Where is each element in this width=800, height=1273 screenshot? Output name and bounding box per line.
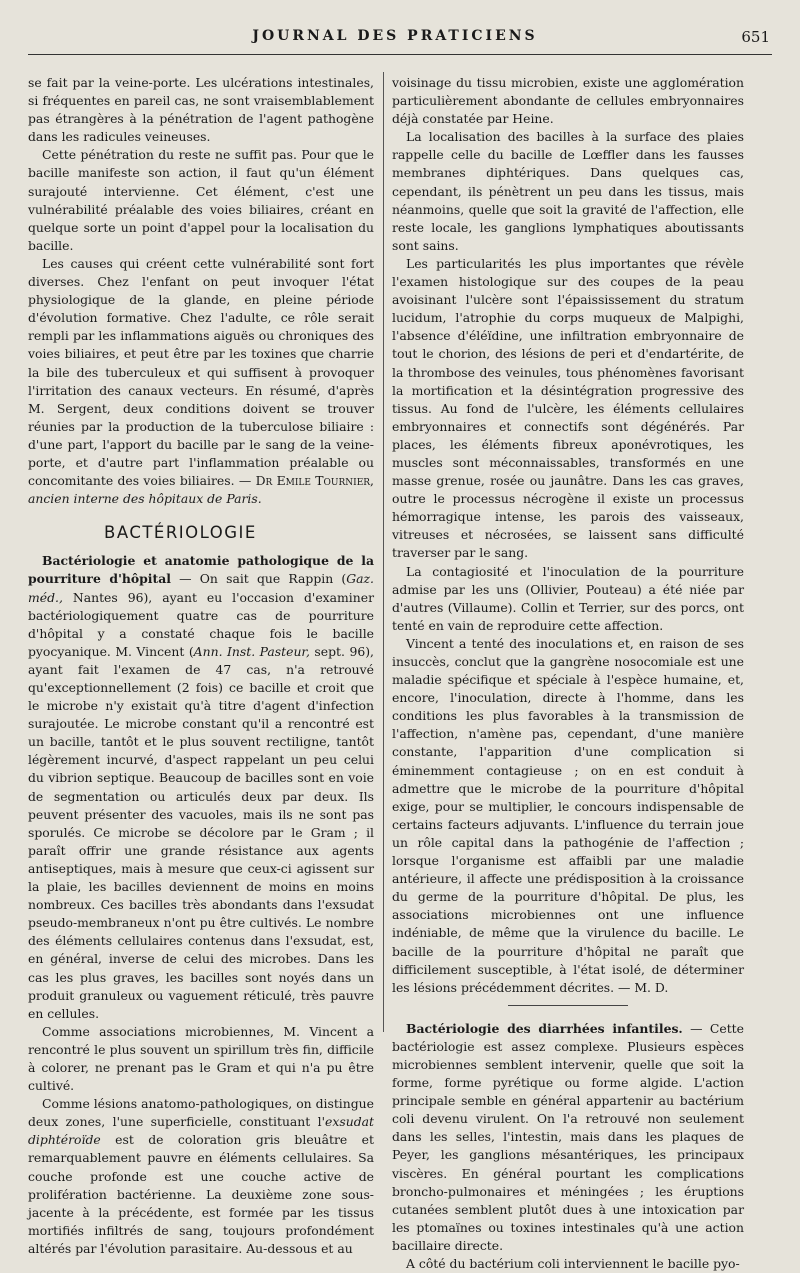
section-heading: BACTÉRIOLOGIE bbox=[104, 523, 257, 543]
paragraph: se fait par la veine-porte. Les ulcérations intestinales, si fréquentes en pareil cas, ne sont vraisemblablement pas étrangères à la pénétration de l'agent pathogène dans les radicules veineuses. bbox=[28, 75, 374, 145]
article-title: Bactériologie et anatomie pathologique de la pourriture d'hôpital bbox=[28, 553, 374, 587]
page-header bbox=[0, 0, 800, 56]
reference: Ann. Inst. Pasteur, bbox=[193, 643, 310, 659]
paragraph bbox=[392, 1020, 744, 1255]
paragraph: Les particularités les plus importantes que révèle l'examen histologique sur des coupes de la peau avoisinant l'ulcère sont l'épaississement du stratum lucidum, l'atrophie du corps muqueux de Malpighi, l'absence d'éléïdine, une infiltration embryonnaire de tout le chorion, des lésions de peri et d'endartérite, de la thrombose des veinules, tous phénomènes favorisant la mortification et la désintégration progressive des tissus. Au fond de l'ulcère, les éléments cellulaires embryonnaires et connectifs sont dégénérés. Par places, les éléments fibreux aponévrotiques, les muscles sont méconnaissables, transformés en une masse grenue, rosée ou jaunâtre. Dans les cas graves, outre le processus nécrogène il existe un processus hémorragique intense, les parois des vaisseaux, vitreuses et nécrosées, se laissent sans difficulté traverser par le sang. bbox=[392, 255, 744, 561]
paragraph: La contagiosité et l'inoculation de la pourriture admise par les uns (Ollivier, Pouteau) a été niée par d'autres (Villaume). Collin et Terrier, sur des porcs, ont tenté en vain de reproduire cette affection. bbox=[392, 563, 744, 633]
paragraph-text: est de coloration gris bleuâtre et remarquablement pauvre en éléments cellulaires. Sa couche profonde est une couche active de prolifération bactérienne. La deuxième zone sous-jacente à la précédente, est formée par les tissus mortifiés infiltrés de sang, toujours profondément altérés par l'évolution parasitaire. Au-dessous et au bbox=[28, 1132, 374, 1256]
paragraph-text: Nantes 96), ayant eu l'occasion d'examiner bactériologiquement quatre cas de pourriture d'hôpital y a constaté chaque fois le bacille pyocyanique. M. Vincent ( bbox=[28, 589, 374, 659]
right-column bbox=[392, 74, 744, 1273]
paragraph-text: — On sait que Rappin ( bbox=[170, 571, 347, 587]
paragraph: Vincent a tenté des inoculations et, en raison de ses insuccès, conclut que la gangrène nosocomiale est une maladie spécifique et spéciale à l'espèce humaine, et, encore, l'inoculation, directe à l'homme, dans les conditions les plus favorables à la transmission de l'affection, n'amène pas, cependant, d'une manière constante, l'apparition d'une complication si éminemment contagieuse ; on en est conduit à admettre que le microbe de la pourriture d'hôpital exige, pour se multiplier, le concours indispensable de certains facteurs adjuvants. L'influence du terrain joue un rôle capital dans la pathogénie de l'affection ; lorsque l'organisme est affaibli par une maladie antérieure, il affecte une prédisposition à la croissance du germe de la pourriture d'hôpital. De plus, les associations microbiennes ont une influence indéniable, de même que la virulence du bacille. Le bacille de la pourriture d'hôpital ne paraît que difficilement susceptible, à l'état isolé, de déterminer les lésions précédemment décrites. — M. D. bbox=[392, 635, 744, 995]
author-signature: Dr Emile Tournier, bbox=[255, 473, 374, 489]
paragraph: La localisation des bacilles à la surface des plaies rappelle celle du bacille de Lœffler dans les fausses membranes diphtériques. Dans quelques cas, cependant, ils pénètrent un peu dans les tissus, mais néanmoins, quelle que soit la gravité de l'affection, elle reste locale, les ganglions lymphatiques aboutissants sont sains. bbox=[392, 129, 744, 253]
paragraph: voisinage du tissu microbien, existe une agglomération particulièrement abondante de cellules embryonnaires déjà constatée par Heine. bbox=[392, 75, 744, 127]
author-title: ancien interne des hôpitaux de Paris. bbox=[28, 491, 262, 507]
paragraph: A côté du bactérium coli interviennent le bacille pyo- bbox=[406, 1256, 740, 1271]
paragraph-text: sept. 96), ayant fait l'examen de 47 cas, n'a retrouvé qu'exceptionnellement (2 fois) ce bacille et croit que le microbe n'y existait qu'à titre d'agent d'infection surajoutée. Le microbe constant qu'il a rencontré est un bacille, tantôt et le plus souvent rectiligne, tantôt légèrement incurvé, d'aspect rappelant un peu celui du vibrion septique. Beaucoup de bacilles sont en voie de segmentation ou articulés deux par deux. Ils peuvent présenter des vacuoles, mais ils ne sont pas sporulés. Ce microbe se décolore par le Gram ; il paraît offrir une grande résistance aux agents antiseptiques, mais à mesure que ceux-ci agissent sur la plaie, les bacilles deviennent de moins en moins nombreux. Ces bacilles très abondants dans l'exsudat pseudo-membraneux n'ont pu être cultivés. Le nombre des éléments cellulaires contenus dans l'exsudat, est, en général, inverse de celui des microbes. Dans les cas les plus graves, les bacilles sont noyés dans un produit granuleux ou vaguement réticulé, très pauvre en cellules. bbox=[28, 643, 374, 1021]
column-divider bbox=[383, 72, 384, 1032]
page-number: 651 bbox=[741, 28, 770, 46]
left-column bbox=[28, 74, 374, 1258]
header-rule bbox=[28, 54, 772, 55]
paragraph bbox=[28, 255, 374, 508]
paragraph bbox=[28, 552, 374, 1022]
emphasis: exsudat diphtéroïde bbox=[28, 1114, 374, 1148]
running-title: JOURNAL DES PRATICIENS bbox=[252, 28, 538, 44]
paragraph bbox=[28, 1095, 374, 1258]
paragraph-text: — Cette bactériologie est assez complexe. Plusieurs espèces microbiennes semblent intervenir, quelle que soit la forme, forme pyrétique ou forme algide. L'action principale semble en général appartenir au bactérium coli devenu virulent. On l'a retrouvé non seulement dans les selles, l'intestin, mais dans les plaques de Peyer, les ganglions mésantériques, les principaux viscères. En général pourtant les complications broncho-pulmonaires et méningées ; les éruptions cutanées semblent plutôt dues à une intoxication par les ptomaïnes ou toxines intestinales qu'à une action bacillaire directe. bbox=[392, 1020, 744, 1253]
reference: Gaz. méd., bbox=[28, 571, 374, 605]
article-title: Bactériologie des diarrhées infantiles. bbox=[406, 1020, 683, 1036]
separator-rule bbox=[508, 1005, 628, 1006]
paragraph: Comme associations microbiennes, M. Vincent a rencontré le plus souvent un spirillum très fin, difficile à colorer, ne prenant pas le Gram et qui n'a pu être cultivé. bbox=[28, 1023, 374, 1094]
paragraph-text: Comme lésions anatomo-pathologiques, on distingue deux zones, l'une superficielle, constituant l' bbox=[28, 1096, 374, 1130]
paragraph-text: Les causes qui créent cette vulnérabilité sont fort diverses. Chez l'enfant on peut invoquer l'état physiologique de la glande, en pleine période d'évolution formative. Chez l'adulte, ce rôle serait rempli par les inflammations aiguës ou chroniques des voies biliaires, et peut être par les toxines que charrie la bile des tuberculeux et qui suffisent à provoquer l'irritation des canaux vecteurs. En résumé, d'après M. Sergent, deux conditions doivent se trouver réunies par la production de la tuberculose biliaire : d'une part, l'apport du bacille par le sang de la veine-porte, et d'autre part l'inflammation préalable ou concomitante des voies biliaires. — bbox=[28, 255, 374, 489]
paragraph: Cette pénétration du reste ne suffit pas. Pour que le bacille manifeste son action, il faut qu'un élément surajouté intervienne. Cet élément, c'est une vulnérabilité préalable des voies biliaires, créant en quelque sorte un point d'appel pour la localisation du bacille. bbox=[28, 147, 374, 253]
